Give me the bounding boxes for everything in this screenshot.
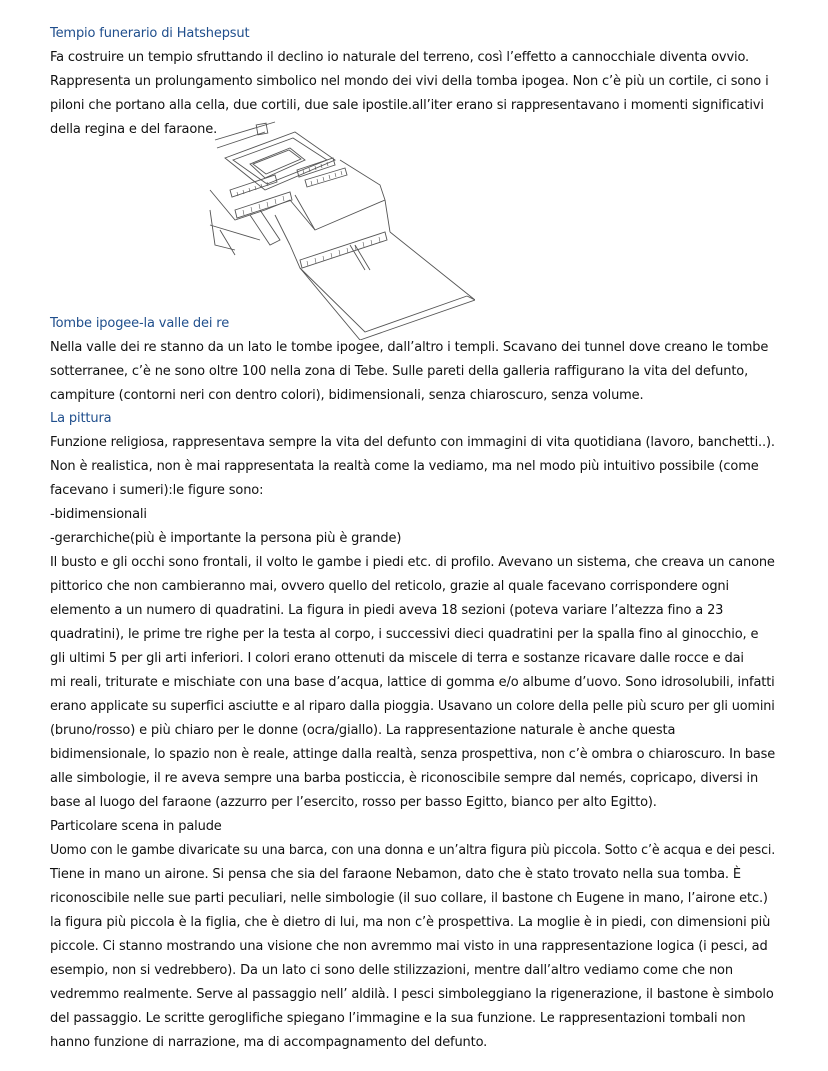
paragraph-line: Fa costruire un tempio sfruttando il declino io naturale del terreno, così l’effetto a cannocchiale diventa ovvio. bbox=[50, 50, 750, 65]
paragraph-line: Nella valle dei re stanno da un lato le tombe ipogee, dall’altro i templi. Scavano dei tunnel dove creano le tombe bbox=[50, 340, 769, 355]
section-heading-hatshepsut: Tempio funerario di Hatshepsut bbox=[50, 26, 250, 41]
list-item: -gerarchiche(più è importante la persona più è grande) bbox=[50, 531, 402, 546]
paragraph-line: erano applicate su superfici asciutte e al riparo dalla pioggia. Usavano un colore della pelle più scuro per gli uomini bbox=[50, 699, 775, 714]
section-heading-la-pittura: La pittura bbox=[50, 411, 112, 426]
paragraph-line: quadratini), le prime tre righe per la testa al corpo, i successivi dieci quadratini per la spalla fino al ginocchio, e bbox=[50, 627, 759, 642]
paragraph-line: Uomo con le gambe divaricate su una barca, con una donna e un’altra figura più piccola. Sotto c’è acqua e dei pesci. bbox=[50, 843, 776, 858]
paragraph-line: elemento a un numero di quadratini. La figura in piedi aveva 18 sezioni (poteva variare l’altezza fino a 23 bbox=[50, 603, 724, 618]
paragraph-line: bidimensionale, lo spazio non è reale, attinge dalla realtà, senza prospettiva, non c’è ombra o chiaroscuro. In base bbox=[50, 747, 776, 762]
section-heading-valle-dei-re: Tombe ipogee-la valle dei re bbox=[50, 316, 230, 331]
paragraph-line: del passaggio. Le scritte geroglifiche spiegano l’immagine e la sua funzione. Le rappresentazioni tombali non bbox=[50, 1011, 746, 1026]
subheading-scena-in-palude: Particolare scena in palude bbox=[50, 819, 222, 834]
paragraph-line: gli ultimi 5 per gli arti inferiori. I colori erano ottenuti da miscele di terra e sostanze ricavare dalle rocce e dai bbox=[50, 651, 744, 666]
paragraph-line: Funzione religiosa, rappresentava sempre la vita del defunto con immagini di vita quotidiana (lavoro, banchetti..). bbox=[50, 435, 775, 450]
temple-plan-drawing-icon bbox=[205, 120, 475, 340]
paragraph-line: base al luogo del faraone (azzurro per l’esercito, rosso per basso Egitto, bianco per alto Egitto). bbox=[50, 795, 657, 810]
paragraph-line: sotterranee, c’è ne sono oltre 100 nella zona di Tebe. Sulle pareti della galleria raffigurano la vita del defunto, bbox=[50, 364, 749, 379]
paragraph-line: piccole. Ci stanno mostrando una visione che non avremmo mai visto in una rappresentazione logica (i pesci, ad bbox=[50, 939, 768, 954]
paragraph-line: alle simbologie, il re aveva sempre una barba posticcia, è riconoscibile sempre dal nemés, copricapo, diversi in bbox=[50, 771, 759, 786]
paragraph-line: mi reali, triturate e mischiate con una base d’acqua, lattice di gomma e/o albume d’uovo. Sono idrosolubili, infatti bbox=[50, 675, 775, 690]
paragraph-line: pittorico che non cambieranno mai, ovvero quello del reticolo, grazie al quale facevano corrispondere ogni bbox=[50, 579, 729, 594]
paragraph-line: Tiene in mano un airone. Si pensa che sia del faraone Nebamon, dato che è stato trovato nella sua tomba. È bbox=[50, 867, 741, 882]
paragraph-line: (bruno/rosso) e più chiaro per le donne (ocra/giallo). La rappresentazione naturale è anche questa bbox=[50, 723, 676, 738]
paragraph-line: campiture (contorni neri con dentro colori), bidimensionali, senza chiaroscuro, senza volume. bbox=[50, 388, 644, 403]
paragraph-line: hanno funzione di narrazione, ma di accompagnamento del defunto. bbox=[50, 1035, 488, 1050]
paragraph-line: Il busto e gli occhi sono frontali, il volto le gambe i piedi etc. di profilo. Avevano un sistema, che creava un canone bbox=[50, 555, 775, 570]
paragraph-line: esempio, non si vedrebbero). Da un lato ci sono delle stilizzazioni, mentre dall’altro vediamo come che non bbox=[50, 963, 733, 978]
paragraph-line: Non è realistica, non è mai rappresentata la realtà come la vediamo, ma nel modo più intuitivo possibile (come bbox=[50, 459, 759, 474]
paragraph-line: Rappresenta un prolungamento simbolico nel mondo dei vivi della tomba ipogea. Non c’è più un cortile, ci sono i bbox=[50, 74, 769, 89]
paragraph-line: riconoscibile nelle sue parti peculiari, nelle simbologie (il suo collare, il bastone ch Eugene in mano, l’airone etc.) bbox=[50, 891, 768, 906]
paragraph-line: piloni che portano alla cella, due cortili, due sale ipostile.all’iter erano si rappresentavano i momenti significativi bbox=[50, 98, 764, 113]
paragraph-line: della regina e del faraone. bbox=[50, 122, 218, 137]
paragraph-line: facevano i sumeri):le figure sono: bbox=[50, 483, 264, 498]
list-item: -bidimensionali bbox=[50, 507, 147, 522]
paragraph-line: la figura più piccola è la figlia, che è dietro di lui, ma non c’è prospettiva. La moglie è in piedi, con dimensioni più bbox=[50, 915, 771, 930]
paragraph-line: vedremmo realmente. Serve al passaggio nell’ aldilà. I pesci simboleggiano la rigenerazione, il bastone è simbolo bbox=[50, 987, 774, 1002]
